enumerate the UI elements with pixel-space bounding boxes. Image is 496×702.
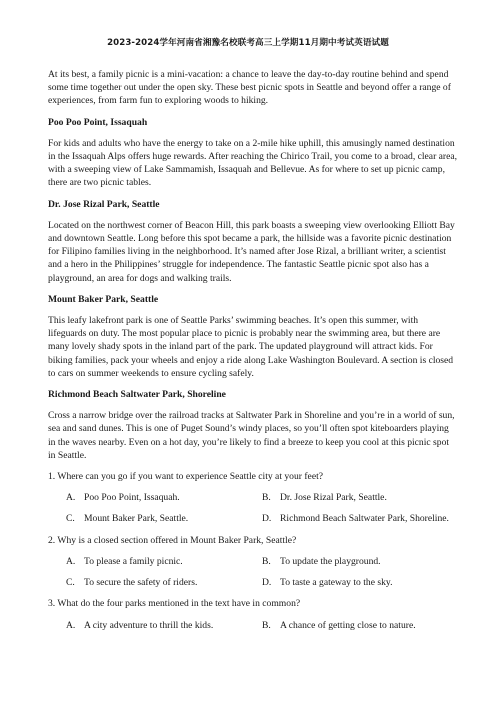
question-stem: 1. Where can you go if you want to experience Seattle city at your feet?: [48, 471, 324, 483]
option-a: [66, 619, 262, 632]
option-letter: D.: [262, 577, 272, 589]
question-stem: 2. Why is a closed section offered in Mount Baker Park, Seattle?: [48, 534, 297, 546]
option-letter: C.: [66, 513, 75, 525]
option-text: To please a family picnic.: [84, 555, 183, 567]
section-text: For kids and adults who have the energy to take on a 2-mile hike uphill, this amusingly named destination in the Issaquah Alps offers huge rewards. After reaching the Chirico Trail, you come to a broad, clear area, with a sweeping view of Lake Sammamish, Issaquah and Bellevue. As for where to set up picnic camp, there are two picnic tables.: [48, 137, 458, 189]
option-text: To secure the safety of riders.: [84, 577, 198, 589]
option-text: To update the playground.: [280, 555, 381, 567]
option-a: [66, 555, 262, 568]
option-a: [66, 491, 262, 504]
section-heading: Richmond Beach Saltwater Park, Shoreline: [48, 389, 226, 401]
section-heading: Dr. Jose Rizal Park, Seattle: [48, 198, 160, 210]
option-letter: C.: [66, 577, 75, 589]
option-b: [262, 555, 472, 568]
question-options: [66, 555, 458, 589]
section-heading: Mount Baker Park, Seattle: [48, 293, 159, 305]
option-letter: B.: [262, 619, 271, 631]
section-text: This leafy lakefront park is one of Seattle Parks’ swimming beaches. It’s open this summer, with lifeguards on duty. The most popular place to picnic is probably near the swimming area, but there are many lovely shady spots in the inland part of the park. The updated playground will attract kids. For biking families, pack your wheels and enjoy a ride along Lake Washington Boulevard. A section is closed to cars on summer weekends to ensure cycling safely.: [48, 315, 454, 379]
page-title: 2023-2024学年河南省湘豫名校联考高三上学期11月期中考试英语试题: [107, 38, 389, 48]
option-text: Mount Baker Park, Seattle.: [84, 513, 189, 525]
question-stem: 3. What do the four parks mentioned in the text have in common?: [48, 598, 301, 610]
option-text: A city adventure to thrill the kids.: [84, 619, 214, 631]
option-letter: D.: [262, 513, 272, 525]
question-options: [66, 491, 458, 525]
option-d: [262, 512, 472, 525]
option-letter: B.: [262, 492, 271, 504]
option-letter: A.: [66, 492, 76, 504]
option-letter: A.: [66, 555, 76, 567]
option-letter: B.: [262, 555, 271, 567]
option-text: To taste a gateway to the sky.: [280, 577, 393, 589]
option-text: Richmond Beach Saltwater Park, Shoreline.: [280, 513, 449, 525]
option-text: Poo Poo Point, Issaquah.: [84, 492, 180, 504]
option-text: A chance of getting close to nature.: [280, 619, 416, 631]
option-c: [66, 512, 262, 525]
option-d: [262, 576, 472, 589]
intro-paragraph: At its best, a family picnic is a mini-vacation: a chance to leave the day-to-day routine behind and spend some time together out under the open sky. These best picnic spots in Seattle and beyond offer a range of experiences, from farm fun to exploring woods to hiking.: [48, 69, 451, 107]
section-text: Cross a narrow bridge over the railroad tracks at Saltwater Park in Shoreline and you’re in a world of sun, sea and sand dunes. This is one of Puget Sound’s windy places, so you’ll often spot kiteboarders playing in the waves nearby. Even on a hot day, you’re likely to find a breeze to keep you cool at this picnic spot in Seattle.: [48, 410, 455, 461]
option-b: [262, 619, 472, 632]
section-heading: Poo Poo Point, Issaquah: [48, 116, 148, 128]
option-b: [262, 491, 472, 504]
option-c: [66, 576, 262, 589]
option-letter: A.: [66, 619, 76, 631]
section-text: Located on the northwest corner of Beacon Hill, this park boasts a sweeping view overlooking Elliott Bay and downtown Seattle. Long before this spot became a park, the hillside was a favorite picnic destination for Filipino families living in the neighborhood. It’s named after Jose Rizal, a brilliant writer, a scientist and a hero in the Philippines’ struggle for independence. The fantastic Seattle picnic spot also has a playground, an area for dogs and walking trails.: [48, 219, 455, 284]
option-text: Dr. Jose Rizal Park, Seattle.: [280, 492, 387, 504]
document-body: [48, 68, 458, 640]
question-options: [66, 619, 458, 632]
